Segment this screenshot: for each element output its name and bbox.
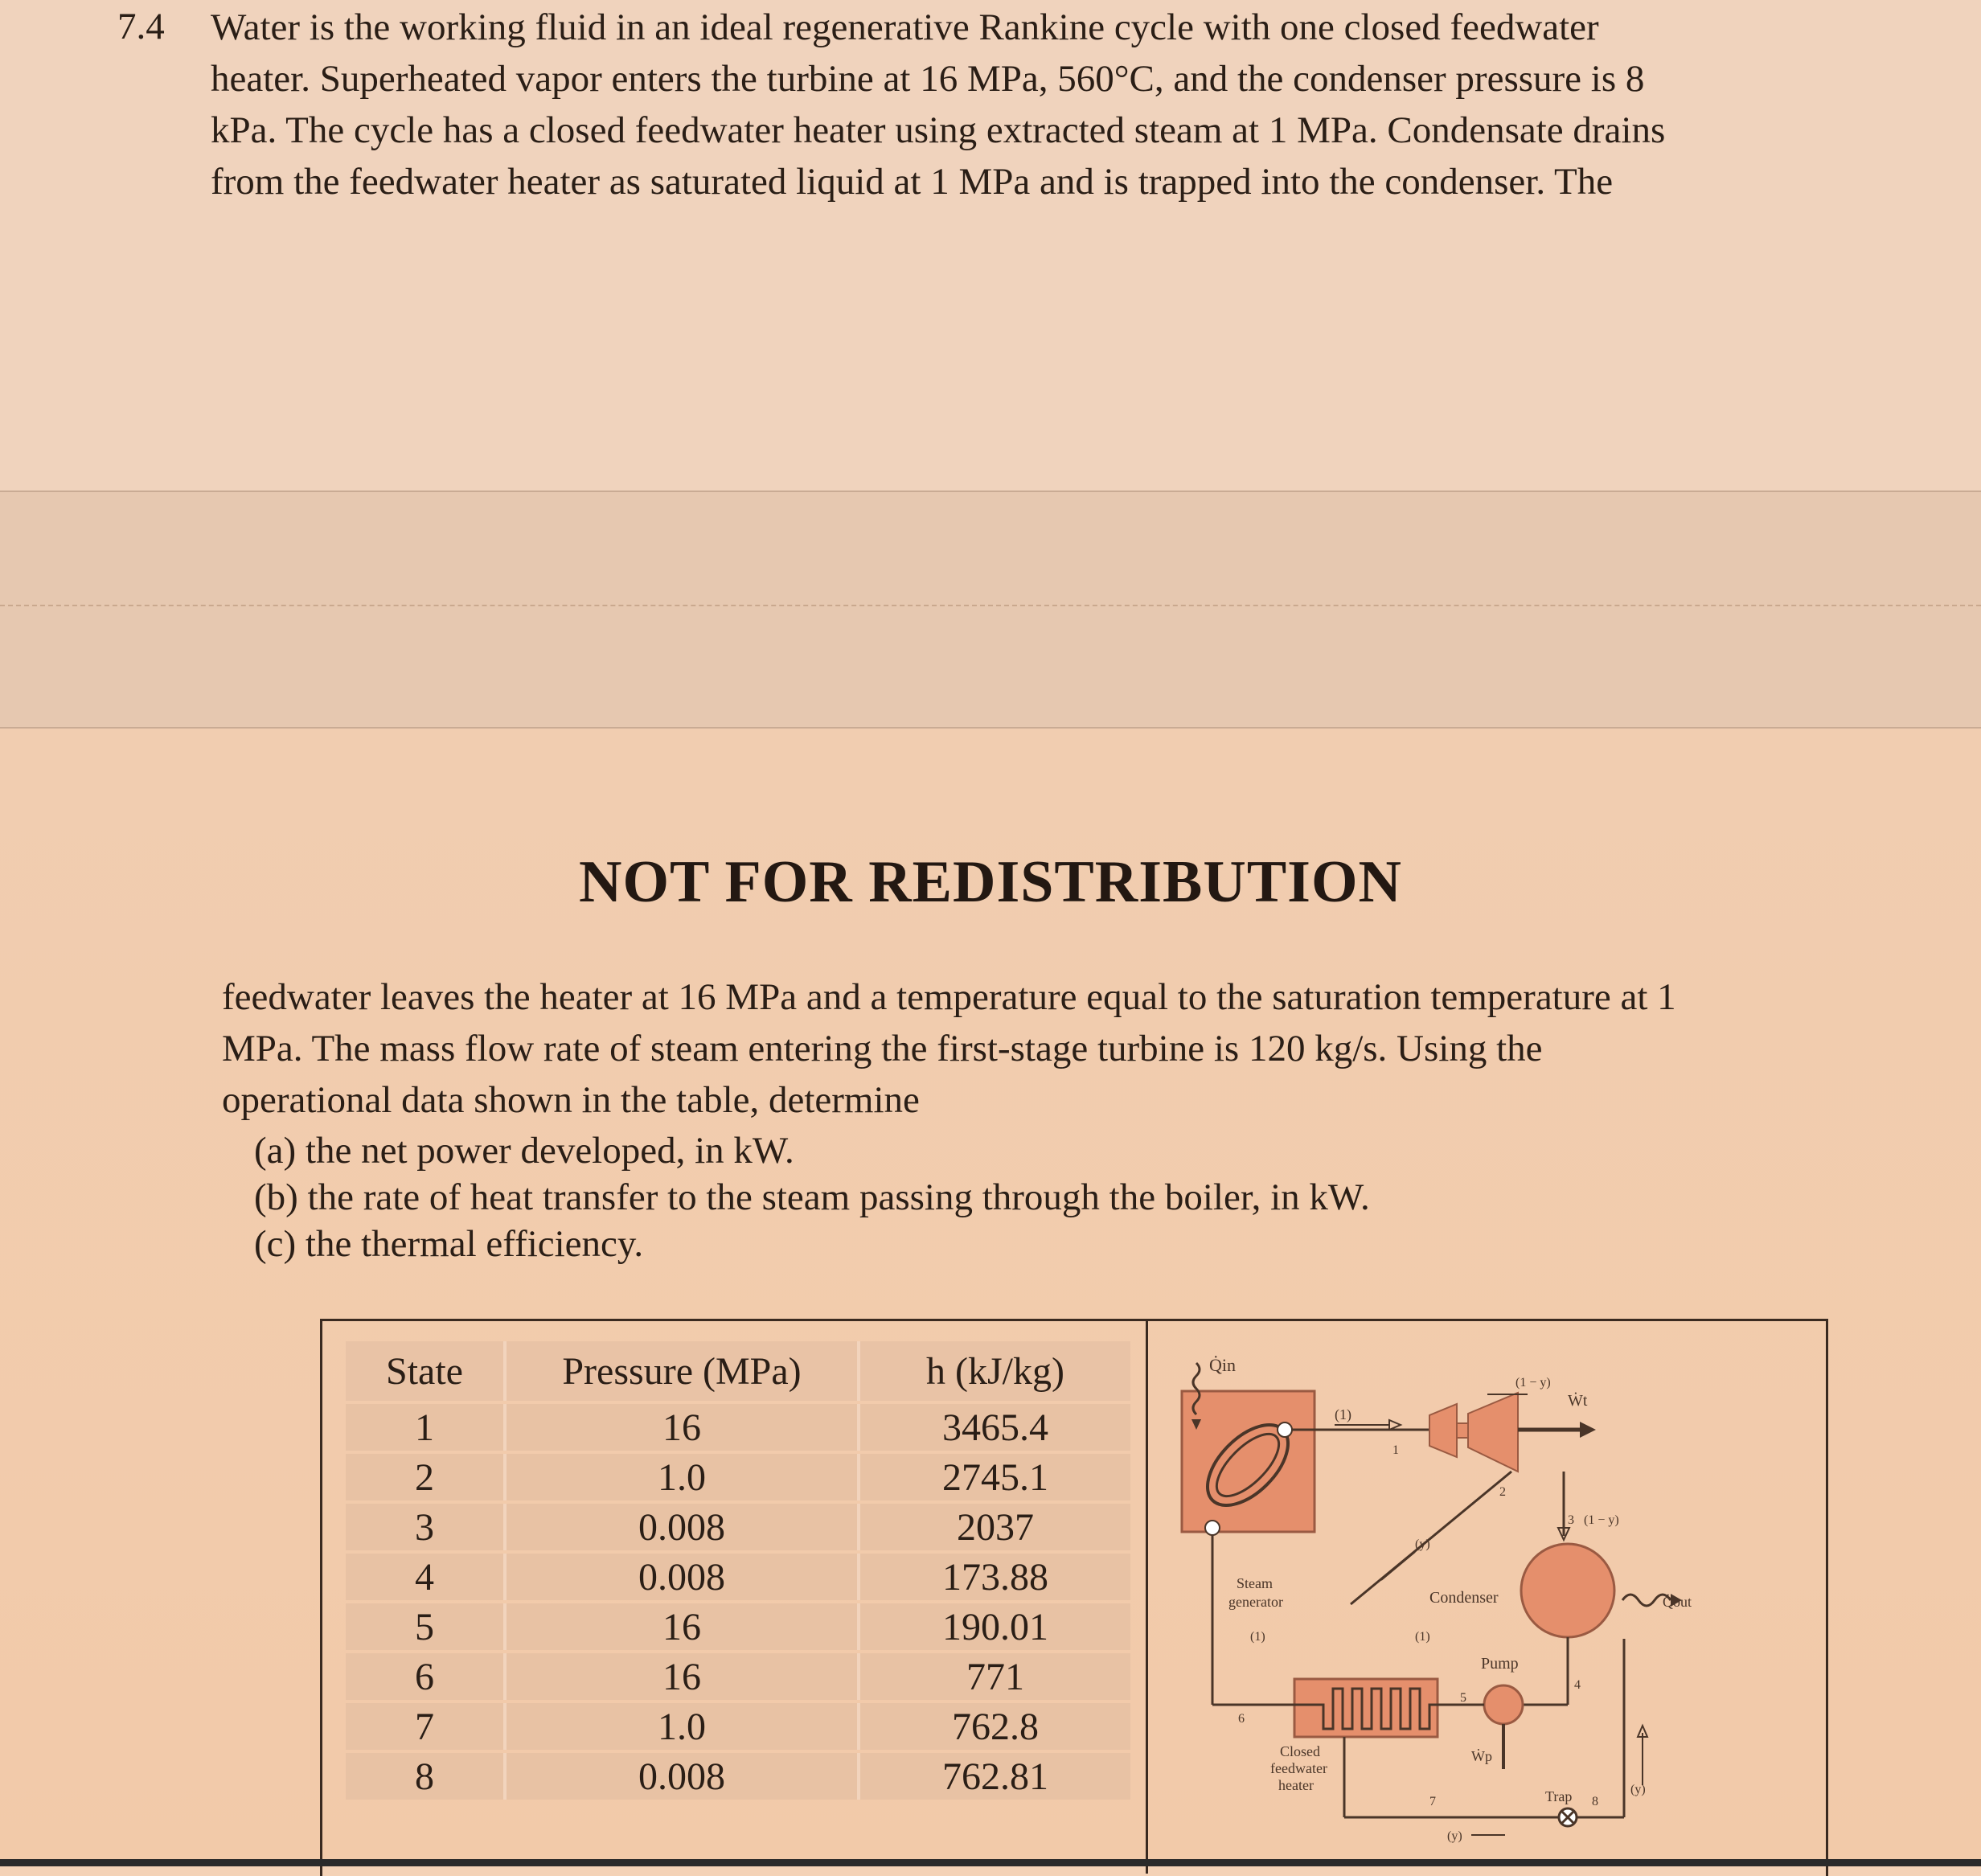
cell-state: 5 [346, 1603, 503, 1650]
table-header-row [346, 1341, 1130, 1401]
one-minus-y-label: (1 − y) [1584, 1513, 1619, 1527]
steam-generator-label-2: generator [1228, 1594, 1283, 1610]
boiler-outlet-node [1278, 1422, 1292, 1437]
part-c: (c) the thermal efficiency. [254, 1223, 644, 1265]
state-5-label: 5 [1460, 1691, 1466, 1705]
cycle-schematic [1174, 1335, 1721, 1849]
state-table [346, 1338, 1130, 1803]
extraction-flow-arrow [1381, 1552, 1415, 1580]
table-row [346, 1404, 1130, 1451]
condenser-label: Condenser [1429, 1589, 1499, 1607]
state-6-label: 6 [1238, 1712, 1245, 1726]
cell-pressure: 16 [503, 1603, 857, 1650]
cell-pressure: 0.008 [503, 1504, 857, 1550]
flow-y-return-label: (y) [1630, 1783, 1646, 1796]
problem-continued [222, 971, 1830, 1126]
trap-label: Trap [1545, 1788, 1573, 1804]
cell-state: 1 [346, 1404, 503, 1451]
q-out-label: Q̇out [1663, 1594, 1692, 1610]
heater-label-1: Closed [1280, 1743, 1321, 1759]
cell-pressure: 1.0 [503, 1703, 857, 1750]
state-3-label: 3 [1568, 1513, 1574, 1527]
header-state: State [346, 1341, 503, 1401]
turbine-stage-1 [1429, 1404, 1457, 1457]
state-2-label: 2 [1499, 1485, 1506, 1499]
cell-state: 4 [346, 1554, 503, 1600]
intro-line: Water is the working fluid in an ideal regenerative Rankine cycle with one closed feedwater [211, 6, 1599, 48]
cell-enthalpy: 762.81 [857, 1753, 1130, 1800]
flow-y-bottom-label: (y) [1447, 1829, 1462, 1843]
table-row [346, 1554, 1130, 1600]
heater-label-2: feedwater [1270, 1760, 1327, 1776]
cell-enthalpy: 2037 [857, 1504, 1130, 1550]
intro-line: kPa. The cycle has a closed feedwater heater using extracted steam at 1 MPa. Condensate drains [211, 109, 1666, 151]
problem-intro [211, 2, 1851, 207]
continued-line: operational data shown in the table, determine [222, 1079, 920, 1121]
cell-state: 8 [346, 1753, 503, 1800]
question-parts [254, 1127, 1370, 1267]
table-row [346, 1603, 1130, 1650]
cell-pressure: 0.008 [503, 1554, 857, 1600]
figure-divider [1146, 1319, 1148, 1874]
cell-pressure: 1.0 [503, 1454, 857, 1500]
intro-line: heater. Superheated vapor enters the turbine at 16 MPa, 560°C, and the condenser pressure is 8 [211, 58, 1645, 100]
flow-one-label: (1) [1335, 1406, 1351, 1422]
cell-state: 6 [346, 1653, 503, 1700]
state-4-label: 4 [1574, 1678, 1581, 1692]
table-row [346, 1454, 1130, 1500]
problem-number: 7.4 [117, 6, 165, 47]
work-arrowhead [1580, 1422, 1596, 1438]
table-row [346, 1653, 1130, 1700]
w-p-label: Ẇp [1471, 1748, 1492, 1764]
cell-pressure: 16 [503, 1653, 857, 1700]
flow-one-label-feed: (1) [1250, 1630, 1265, 1644]
header-enthalpy: h (kJ/kg) [857, 1341, 1130, 1401]
pump-body [1484, 1685, 1523, 1724]
flow-y-label: (y) [1415, 1537, 1430, 1551]
heater-label-3: heater [1278, 1777, 1314, 1793]
table-row [346, 1703, 1130, 1750]
turbine-stage-2 [1468, 1393, 1518, 1472]
flow-arrowhead [1389, 1420, 1401, 1430]
cell-state: 2 [346, 1454, 503, 1500]
extraction-line [1351, 1472, 1511, 1604]
cell-enthalpy: 173.88 [857, 1554, 1130, 1600]
cell-enthalpy: 762.8 [857, 1703, 1130, 1750]
screen-bottom-edge [0, 1859, 1981, 1866]
cell-state: 3 [346, 1504, 503, 1550]
flow-one-label-condenser: (1) [1415, 1630, 1430, 1644]
part-a: (a) the net power developed, in kW. [254, 1130, 794, 1172]
pump-label: Pump [1481, 1655, 1519, 1673]
watermark-text: NOT FOR REDISTRIBUTION [579, 849, 1402, 915]
state-1-label: 1 [1392, 1443, 1399, 1457]
cell-pressure: 0.008 [503, 1753, 857, 1800]
cell-enthalpy: 771 [857, 1653, 1130, 1700]
cell-pressure: 16 [503, 1404, 857, 1451]
boiler-inlet-node [1205, 1521, 1220, 1535]
dashed-rule [0, 605, 1981, 606]
table-row [346, 1753, 1130, 1800]
q-in-label: Q̇in [1209, 1355, 1236, 1375]
state-7-label: 7 [1429, 1795, 1436, 1808]
steam-generator-label-1: Steam [1237, 1575, 1273, 1591]
state-8-label: 8 [1592, 1795, 1598, 1808]
condenser-shell [1521, 1544, 1614, 1637]
header-pressure: Pressure (MPa) [503, 1341, 857, 1401]
w-t-label: Ẇt [1568, 1392, 1588, 1410]
cell-enthalpy: 2745.1 [857, 1454, 1130, 1500]
continued-line: MPa. The mass flow rate of steam entering the first-stage turbine is 120 kg/s. Using the [222, 1028, 1543, 1069]
gap-band [0, 491, 1981, 729]
part-b: (b) the rate of heat transfer to the steam passing through the boiler, in kW. [254, 1176, 1370, 1218]
cell-state: 7 [346, 1703, 503, 1750]
one-minus-y-top-label: (1 − y) [1515, 1376, 1551, 1390]
cell-enthalpy: 3465.4 [857, 1404, 1130, 1451]
cell-enthalpy: 190.01 [857, 1603, 1130, 1650]
steam-generator-box [1182, 1391, 1315, 1532]
table-row [346, 1504, 1130, 1550]
turbine-shaft [1457, 1423, 1468, 1438]
intro-line: from the feedwater heater as saturated liquid at 1 MPa and is trapped into the condenser. The [211, 161, 1614, 203]
continued-line: feedwater leaves the heater at 16 MPa and a temperature equal to the saturation temperature at 1 [222, 976, 1676, 1018]
